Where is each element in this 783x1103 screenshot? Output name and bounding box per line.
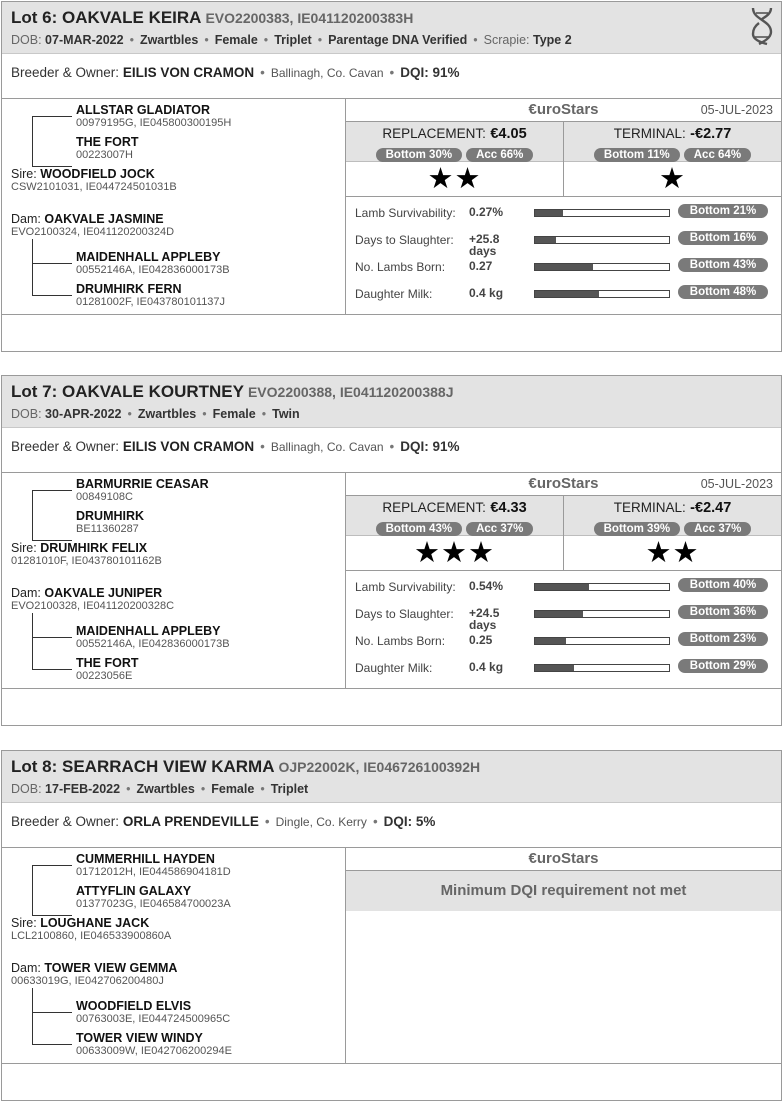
- trait-bar: [534, 209, 670, 217]
- replacement-rank-badge: Bottom 43%: [376, 522, 462, 536]
- dam-dam-id: 00633009W, IE042706200294E: [76, 1045, 232, 1057]
- sex: Female: [214, 33, 258, 47]
- trait-bar: [534, 637, 670, 645]
- lot-title: Lot 7: OAKVALE KOURTNEY EVO2200388, IE041120200388J: [11, 382, 454, 401]
- lot-header: [2, 376, 781, 428]
- trait-row: [346, 577, 781, 604]
- trait-bar-fill: [535, 291, 599, 297]
- eurostars-panel: [346, 473, 781, 688]
- trait-unit: days: [469, 618, 497, 632]
- breeder-line: Breeder & Owner: EILIS VON CRAMON • Ballinagh, Co. Cavan • DQI: 91%: [2, 428, 781, 473]
- trait-rank-badge: Bottom 43%: [678, 258, 768, 272]
- trait-label: Days to Slaughter:: [355, 607, 454, 621]
- lot-meta: DOB: 30-APR-2022 • Zwartbles • Female • Twin: [11, 407, 300, 421]
- dqi: DQI: 5%: [383, 814, 436, 829]
- trait-bar: [534, 610, 670, 618]
- dam-id: 00633019G, IE042706200480J: [11, 975, 164, 987]
- dam-dam-name: TOWER VIEW WINDY: [76, 1031, 203, 1045]
- trait-value: +24.5 days: [469, 606, 500, 632]
- scrapie-type: Type 2: [533, 33, 572, 47]
- trait-rank-badge: Bottom 23%: [678, 632, 768, 646]
- terminal-value: -€2.47: [690, 500, 732, 516]
- trait-value: +25.8 days: [469, 232, 500, 258]
- sire-name: Sire: WOODFIELD JOCK: [11, 167, 155, 181]
- trait-label: No. Lambs Born:: [355, 260, 446, 274]
- dam-id: EVO2100324, IE041120200324D: [11, 226, 175, 238]
- replacement-index: REPLACEMENT: €4.05 Bottom 30% Acc 66% ★★: [346, 122, 564, 196]
- sire-dam-id: 00223007H: [76, 149, 133, 161]
- dam-id: EVO2100328, IE041120200328C: [11, 600, 175, 612]
- eurostars-date: 05-JUL-2023: [700, 103, 773, 117]
- lot-body: [2, 473, 781, 689]
- dna-helix-icon: [749, 6, 775, 46]
- trait-rank-badge: Bottom 48%: [678, 285, 768, 299]
- trait-bar-fill: [535, 611, 583, 617]
- terminal-index: TERMINAL: -€2.77 Bottom 11% Acc 64% ★: [564, 122, 781, 196]
- breeder-name: EILIS VON CRAMON: [122, 439, 255, 454]
- breeder-line: Breeder & Owner: ORLA PRENDEVILLE • Dingle, Co. Kerry • DQI: 5%: [2, 803, 781, 848]
- replacement-value: €4.33: [490, 500, 527, 516]
- trait-bar: [534, 583, 670, 591]
- trait-label: No. Lambs Born:: [355, 634, 446, 648]
- sire-sire-name: BARMURRIE CEASAR: [76, 477, 209, 491]
- trait-rank-badge: Bottom 16%: [678, 231, 768, 245]
- trait-label: Lamb Survivability:: [355, 206, 456, 220]
- trait-unit: days: [469, 244, 497, 258]
- birth-type: Triplet: [274, 33, 312, 47]
- sire-name: Sire: DRUMHIRK FELIX: [11, 541, 148, 555]
- replacement-acc-badge: Acc 37%: [466, 522, 533, 536]
- trait-row: [346, 604, 781, 631]
- dam-name: Dam: TOWER VIEW GEMMA: [11, 961, 178, 975]
- sire-id: 01281010F, IE043780101162B: [11, 555, 162, 567]
- dam-dam-id: 00223056E: [76, 670, 133, 682]
- trait-bar-fill: [535, 638, 566, 644]
- sire-sire-id: 01712012H, IE044586904181D: [76, 866, 231, 878]
- breeder-line: Breeder & Owner: EILIS VON CRAMON • Ballinagh, Co. Cavan • DQI: 91%: [2, 54, 781, 99]
- lot-footer: [2, 689, 781, 727]
- lot-title: Lot 6: OAKVALE KEIRA EVO2200383, IE041120200383H: [11, 8, 414, 27]
- eurostars-title: €uroStars: [528, 101, 599, 118]
- replacement-value: €4.05: [490, 126, 527, 142]
- trait-value: 0.4 kg: [469, 286, 504, 300]
- dam-sire-id: 00552146A, IE042836000173B: [76, 638, 230, 650]
- trait-label: Days to Slaughter:: [355, 233, 454, 247]
- dqi: DQI: 91%: [400, 439, 460, 454]
- replacement-acc-badge: Acc 66%: [466, 148, 533, 162]
- eurostars-title: €uroStars: [528, 475, 599, 492]
- eurostars-panel: [346, 848, 781, 1063]
- replacement-index: REPLACEMENT: €4.33 Bottom 43% Acc 37% ★★★: [346, 496, 564, 570]
- lot-card: [1, 750, 782, 1101]
- replacement-stars: ★★★: [414, 537, 495, 569]
- trait-row: [346, 658, 781, 685]
- dna-status: Parentage DNA Verified: [328, 33, 468, 47]
- lot-ids: OJP22002K, IE046726100392H: [278, 759, 481, 775]
- trait-row: [346, 257, 781, 284]
- dam-dam-id: 01281002F, IE043780101137J: [76, 296, 226, 308]
- dam-name: Dam: OAKVALE JASMINE: [11, 212, 164, 226]
- trait-value: 0.27%: [469, 205, 504, 219]
- trait-label: Daughter Milk:: [355, 287, 433, 301]
- terminal-value: -€2.77: [690, 126, 732, 142]
- dam-sire-id: 00763003E, IE044724500965C: [76, 1013, 231, 1025]
- trait-bar: [534, 236, 670, 244]
- trait-label: Daughter Milk:: [355, 661, 433, 675]
- lot-meta: DOB: 07-MAR-2022 • Zwartbles • Female • Triplet • Parentage DNA Verified • Scrapie: Type 2: [11, 33, 572, 47]
- breeder-location: Ballinagh, Co. Cavan: [270, 66, 384, 80]
- breeder-location: Ballinagh, Co. Cavan: [270, 440, 384, 454]
- breeder-name: ORLA PRENDEVILLE: [122, 814, 259, 829]
- replacement-stars: ★★: [427, 163, 482, 195]
- terminal-stars: ★: [659, 163, 686, 195]
- breeder-location: Dingle, Co. Kerry: [275, 815, 367, 829]
- dam-sire-name: MAIDENHALL APPLEBY: [76, 250, 221, 264]
- trait-list: [346, 197, 781, 311]
- sire-id: LCL2100860, IE046533900860A: [11, 930, 172, 942]
- trait-bar-fill: [535, 237, 556, 243]
- eurostars-panel: [346, 99, 781, 314]
- dob: 17-FEB-2022: [45, 782, 121, 796]
- trait-bar-fill: [535, 584, 589, 590]
- lot-meta: DOB: 17-FEB-2022 • Zwartbles • Female • Triplet: [11, 782, 309, 796]
- lot-card: [1, 1, 782, 352]
- sire-sire-name: ALLSTAR GLADIATOR: [76, 103, 211, 117]
- dqi-requirement-note: Minimum DQI requirement not met: [346, 871, 781, 911]
- trait-rank-badge: Bottom 21%: [678, 204, 768, 218]
- trait-row: [346, 284, 781, 311]
- birth-type: Twin: [272, 407, 300, 421]
- trait-label: Lamb Survivability:: [355, 580, 456, 594]
- terminal-acc-badge: Acc 37%: [684, 522, 751, 536]
- lot-ids: EVO2200388, IE041120200388J: [247, 384, 454, 400]
- trait-bar: [534, 290, 670, 298]
- pedigree: [2, 473, 346, 688]
- terminal-rank-badge: Bottom 39%: [594, 522, 680, 536]
- eurostars-title: €uroStars: [528, 850, 599, 867]
- breed: Zwartbles: [139, 33, 199, 47]
- breed: Zwartbles: [136, 782, 195, 796]
- trait-list: [346, 571, 781, 685]
- trait-rank-badge: Bottom 40%: [678, 578, 768, 592]
- lot-title: Lot 8: SEARRACH VIEW KARMA OJP22002K, IE046726100392H: [11, 757, 481, 776]
- trait-bar-fill: [535, 210, 563, 216]
- trait-value: 0.4 kg: [469, 660, 504, 674]
- dam-name: Dam: OAKVALE JUNIPER: [11, 586, 163, 600]
- sire-sire-name: CUMMERHILL HAYDEN: [76, 852, 215, 866]
- sire-sire-id: 00979195G, IE045800300195H: [76, 117, 232, 129]
- lot-body: [2, 848, 781, 1064]
- pedigree: [2, 848, 346, 1063]
- replacement-rank-badge: Bottom 30%: [376, 148, 462, 162]
- trait-row: [346, 230, 781, 257]
- trait-value: 0.27: [469, 259, 493, 273]
- lot-ids: EVO2200383, IE041120200383H: [205, 10, 414, 26]
- dam-sire-id: 00552146A, IE042836000173B: [76, 264, 230, 276]
- sire-name: Sire: LOUGHANE JACK: [11, 916, 150, 930]
- eurostars-date: 05-JUL-2023: [700, 477, 773, 491]
- sire-id: CSW2101031, IE044724501031B: [11, 181, 177, 193]
- dam-sire-name: MAIDENHALL APPLEBY: [76, 624, 221, 638]
- lot-header: [2, 751, 781, 803]
- dob: 07-MAR-2022: [45, 33, 124, 47]
- sire-dam-id: 01377023G, IE046584700023A: [76, 898, 231, 910]
- trait-bar: [534, 664, 670, 672]
- sire-dam-name: DRUMHIRK: [76, 509, 145, 523]
- dam-sire-name: WOODFIELD ELVIS: [76, 999, 192, 1013]
- trait-bar-fill: [535, 264, 593, 270]
- sire-dam-id: BE11360287: [76, 523, 139, 535]
- breeder-name: EILIS VON CRAMON: [122, 65, 255, 80]
- lot-footer: [2, 1064, 781, 1102]
- lot-body: [2, 99, 781, 315]
- birth-type: Triplet: [270, 782, 309, 796]
- breed: Zwartbles: [137, 407, 197, 421]
- trait-rank-badge: Bottom 36%: [678, 605, 768, 619]
- lot-card: [1, 375, 782, 726]
- sire-sire-id: 00849108C: [76, 491, 133, 503]
- trait-row: [346, 631, 781, 658]
- dam-dam-name: THE FORT: [76, 656, 139, 670]
- sire-dam-name: ATTYFLIN GALAXY: [76, 884, 192, 898]
- trait-bar-fill: [535, 665, 574, 671]
- dam-dam-name: DRUMHIRK FERN: [76, 282, 182, 296]
- pedigree: [2, 99, 346, 314]
- sex: Female: [211, 782, 255, 796]
- terminal-acc-badge: Acc 64%: [684, 148, 751, 162]
- trait-rank-badge: Bottom 29%: [678, 659, 768, 673]
- sex: Female: [212, 407, 256, 421]
- lot-footer: [2, 315, 781, 353]
- lot-header: [2, 2, 781, 54]
- trait-bar: [534, 263, 670, 271]
- terminal-rank-badge: Bottom 11%: [594, 148, 680, 162]
- sire-dam-name: THE FORT: [76, 135, 139, 149]
- terminal-stars: ★★: [645, 537, 700, 569]
- trait-value: 0.54%: [469, 579, 504, 593]
- trait-row: [346, 203, 781, 230]
- dob: 30-APR-2022: [45, 407, 122, 421]
- dqi: DQI: 91%: [400, 65, 460, 80]
- terminal-index: TERMINAL: -€2.47 Bottom 39% Acc 37% ★★: [564, 496, 781, 570]
- trait-value: 0.25: [469, 633, 493, 647]
